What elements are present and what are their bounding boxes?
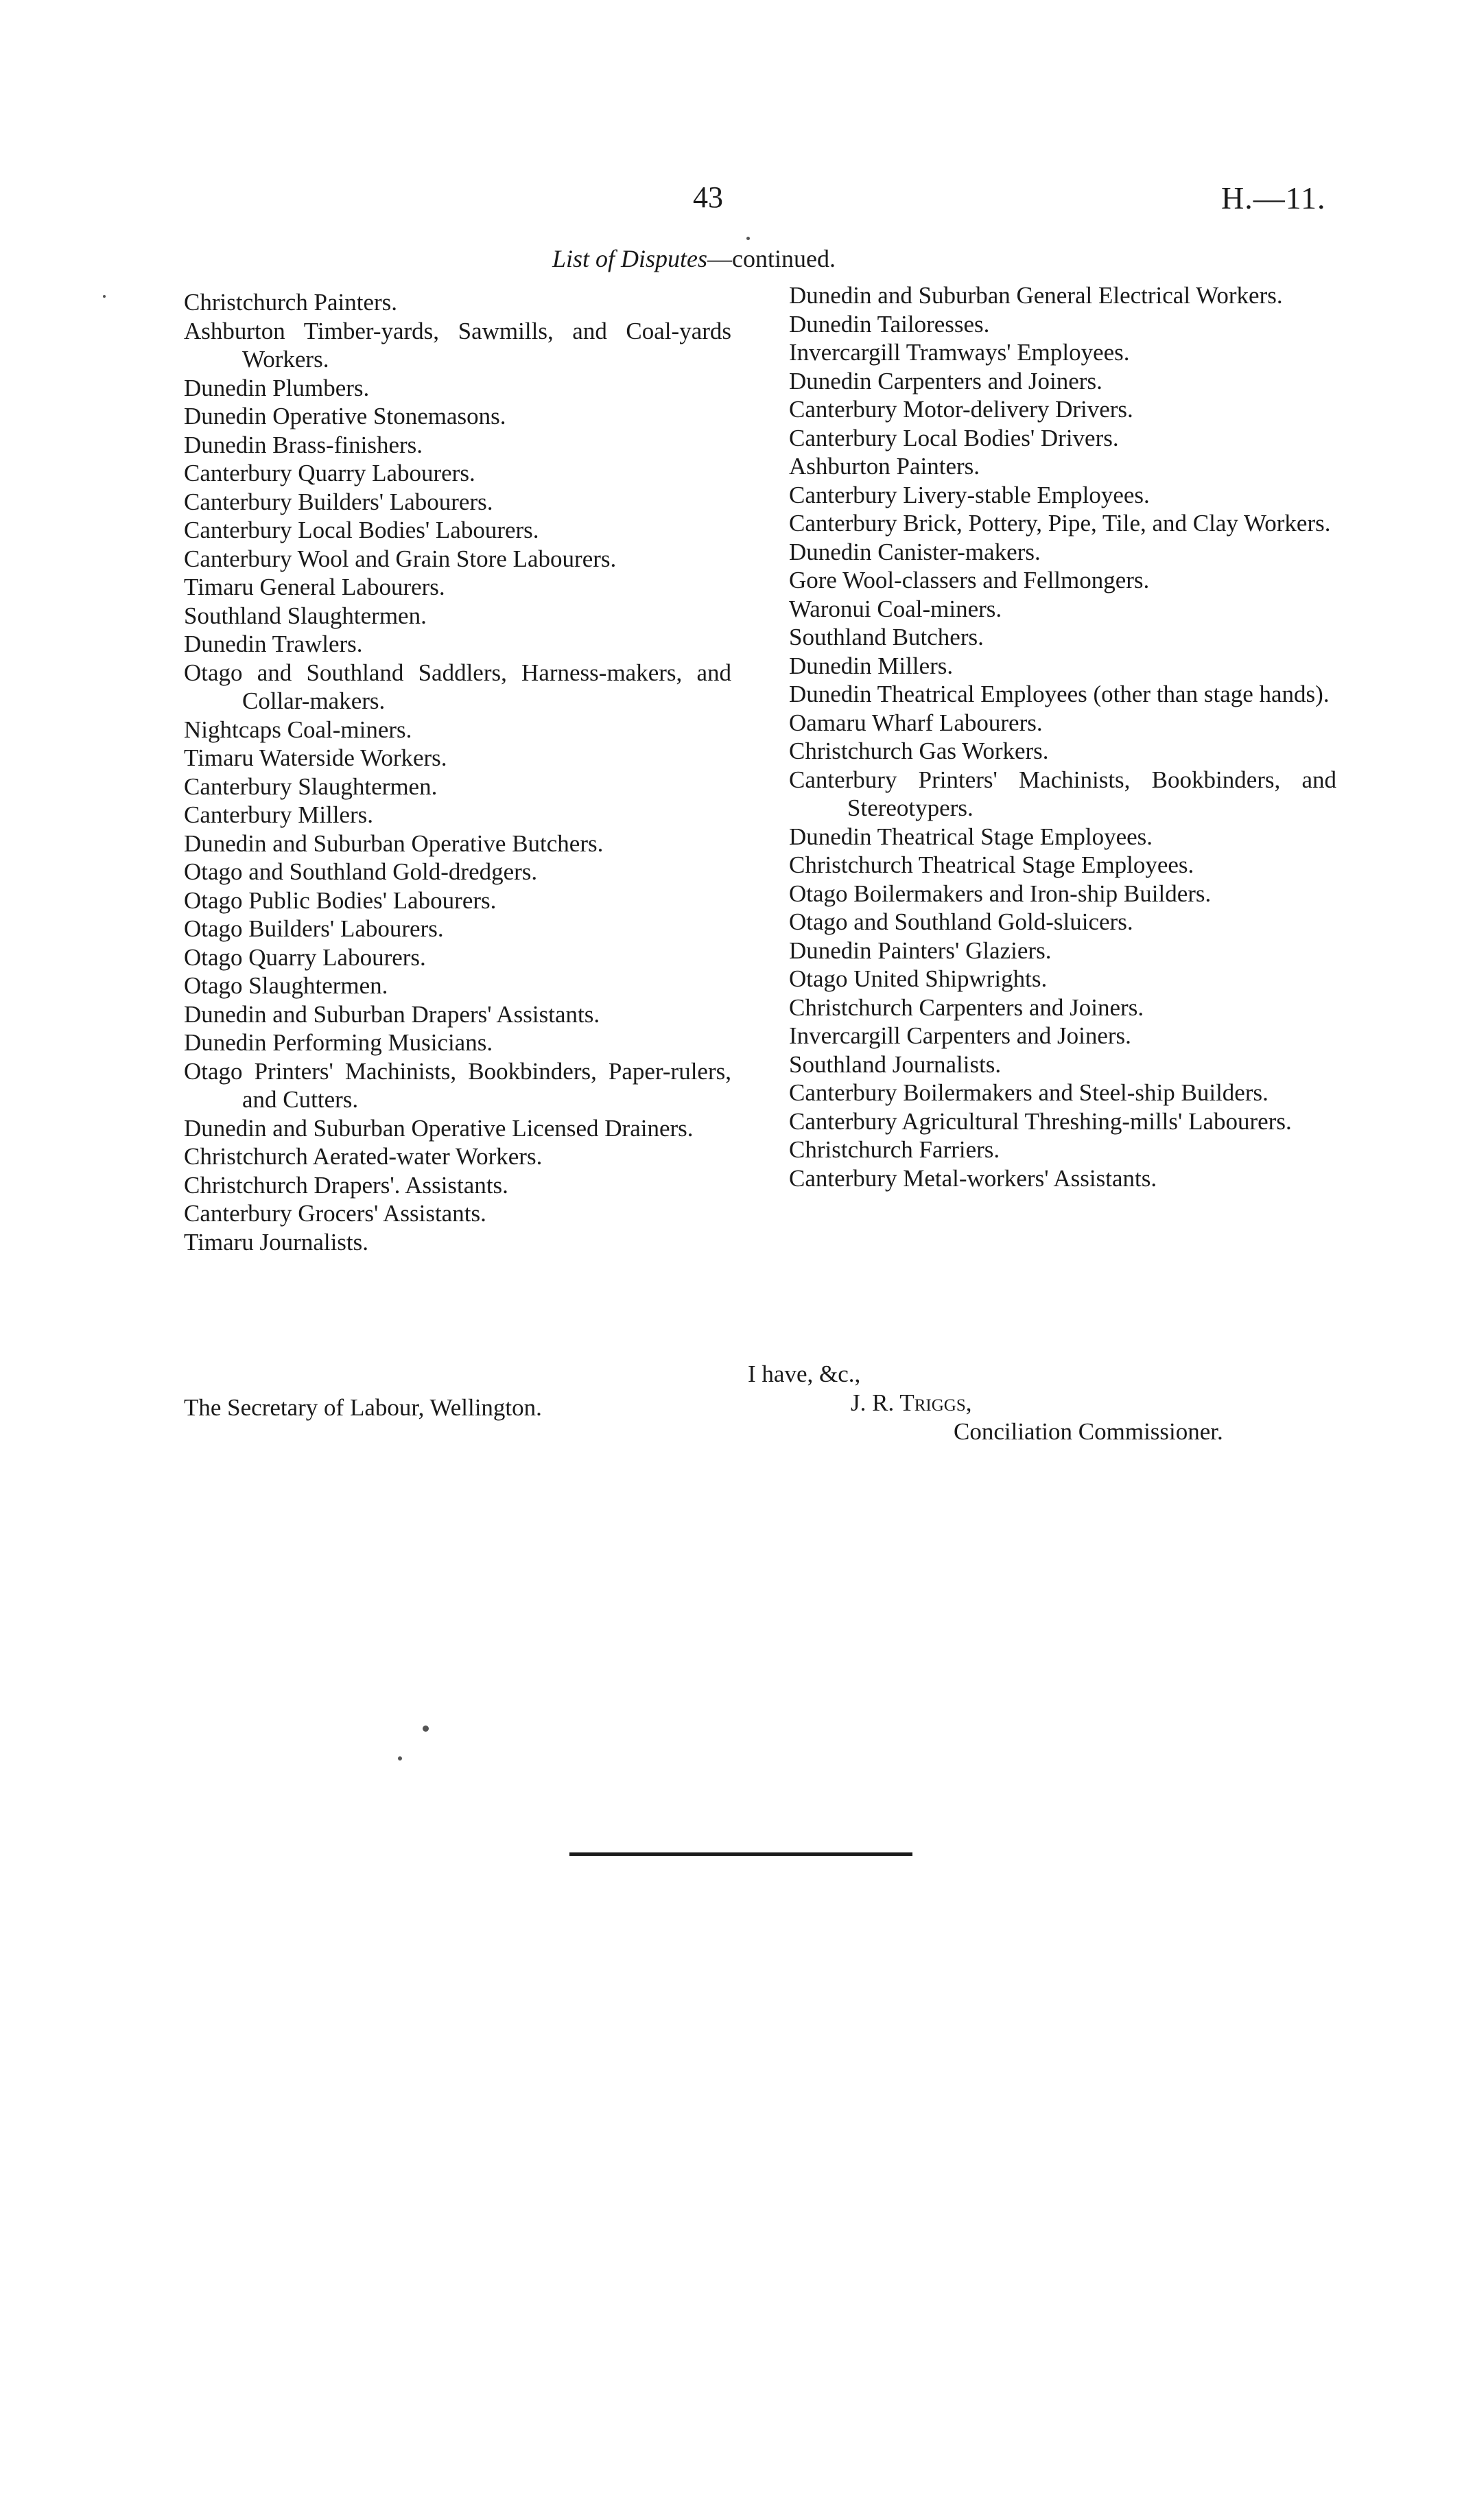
dispute-entry: Canterbury Local Bodies' Drivers. (789, 424, 1119, 451)
dispute-entry: Canterbury Motor-delivery Drivers. (789, 396, 1133, 423)
dispute-entry: Canterbury Local Bodies' Labourers. (184, 517, 539, 543)
dispute-entry: Dunedin Canister-makers. (789, 538, 1041, 565)
dispute-entry: Canterbury Metal-workers' Assistants. (789, 1164, 1157, 1192)
scan-speck (103, 295, 106, 298)
left-column-list (184, 288, 731, 1256)
dispute-entry: Christchurch Carpenters and Joiners. (789, 993, 1144, 1021)
dispute-entry: Canterbury Printers' Machinists, Bookbinders, and Stereotypers. (789, 766, 1336, 821)
dispute-entry: Christchurch Farriers. (789, 1136, 1000, 1163)
dispute-entry: Ashburton Timber-yards, Sawmills, and Coal-yards Workers. (184, 317, 731, 373)
dispute-entry: Dunedin Theatrical Stage Employees. (789, 823, 1153, 850)
scan-speck (746, 237, 750, 240)
dispute-entry: Waronui Coal-miners. (789, 595, 1002, 622)
dispute-entry: Canterbury Millers. (184, 801, 374, 828)
dispute-entry: Ashburton Painters. (789, 453, 980, 480)
dispute-entry: Christchurch Theatrical Stage Employees. (789, 851, 1194, 878)
dispute-entry: Otago Quarry Labourers. (184, 943, 426, 971)
page-number: 43 (693, 180, 723, 214)
dispute-entry: Otago and Southland Saddlers, Harness-makers, and Collar-makers. (184, 659, 731, 714)
dispute-entry: Timaru Journalists. (184, 1228, 369, 1256)
dispute-entry: Otago Public Bodies' Labourers. (184, 886, 497, 914)
signatory-title: Conciliation Commissioner. (954, 1418, 1223, 1445)
dispute-entry: Christchurch Painters. (184, 289, 398, 316)
dispute-entry: Canterbury Builders' Labourers. (184, 488, 493, 515)
dispute-entry: Dunedin and Suburban Operative Licensed Drainers. (184, 1114, 694, 1142)
heading-continued: —continued. (707, 245, 836, 272)
dispute-entry: Dunedin Millers. (789, 652, 954, 679)
dispute-entry: Nightcaps Coal-miners. (184, 716, 412, 743)
signatory: J. R. Triggs, (851, 1389, 972, 1416)
dispute-entry: Canterbury Quarry Labourers. (184, 460, 475, 486)
closing-rule (569, 1852, 912, 1856)
dispute-entry: Christchurch Gas Workers. (789, 738, 1049, 764)
dispute-entry: Dunedin and Suburban Operative Butchers. (184, 829, 604, 857)
dispute-entry: Christchurch Drapers'. Assistants. (184, 1171, 508, 1199)
dispute-entry: Dunedin Carpenters and Joiners. (789, 367, 1102, 395)
dispute-entry: Otago Printers' Machinists, Bookbinders, Paper-rulers, and Cutters. (184, 1057, 731, 1113)
dispute-entry: Canterbury Boilermakers and Steel-ship Builders. (789, 1079, 1268, 1106)
dispute-entry: Dunedin Plumbers. (184, 374, 370, 401)
dispute-entry: Timaru General Labourers. (184, 574, 445, 600)
dispute-entry: Dunedin Painters' Glaziers. (789, 937, 1052, 964)
document-reference: H.—11. (1221, 180, 1326, 215)
section-heading (552, 244, 836, 273)
dispute-entry: Otago Builders' Labourers. (184, 915, 444, 942)
dispute-entry: Otago Slaughtermen. (184, 972, 388, 999)
dispute-entry: Dunedin Operative Stonemasons. (184, 403, 506, 429)
closing-block (748, 1360, 1223, 1446)
dispute-entry: Canterbury Livery-stable Employees. (789, 481, 1150, 508)
dispute-entry: Invercargill Tramways' Employees. (789, 339, 1130, 366)
dispute-entry: Christchurch Aerated-water Workers. (184, 1143, 543, 1170)
dispute-entry: Dunedin Tailoresses. (789, 310, 990, 338)
dispute-entry: Dunedin Performing Musicians. (184, 1029, 493, 1056)
dispute-entry: Canterbury Slaughtermen. (184, 773, 438, 800)
dispute-entry: Dunedin and Suburban Drapers' Assistants. (184, 1000, 600, 1028)
dispute-entry: Dunedin Trawlers. (184, 631, 363, 657)
dispute-entry: Otago Boilermakers and Iron-ship Builders. (789, 880, 1212, 907)
dispute-entry: Canterbury Wool and Grain Store Labourers. (184, 545, 617, 572)
dispute-entry: Canterbury Brick, Pottery, Pipe, Tile, and Clay Workers. (789, 510, 1331, 537)
dispute-entry: Otago and Southland Gold-sluicers. (789, 908, 1133, 935)
dispute-entry: Timaru Waterside Workers. (184, 744, 447, 771)
heading-title: List of Disputes (552, 245, 708, 272)
dispute-entry: Otago United Shipwrights. (789, 965, 1048, 992)
dispute-entry: Canterbury Grocers' Assistants. (184, 1200, 486, 1227)
dispute-entry: Otago and Southland Gold-dredgers. (184, 858, 538, 885)
scan-speck (398, 1756, 402, 1761)
dispute-entry: Southland Slaughtermen. (184, 602, 427, 629)
dispute-entry: Southland Journalists. (789, 1050, 1002, 1078)
dispute-entry: Dunedin Brass-finishers. (184, 431, 423, 458)
dispute-entry: Dunedin and Suburban General Electrical Workers. (789, 282, 1283, 309)
dispute-entry: Canterbury Agricultural Threshing-mills' Labourers. (789, 1107, 1292, 1135)
addressee: The Secretary of Labour, Wellington. (184, 1394, 542, 1421)
scan-speck (423, 1726, 429, 1732)
right-column-list (789, 281, 1336, 1192)
dispute-entry: Dunedin Theatrical Employees (other than stage hands). (789, 681, 1330, 707)
dispute-entry: Gore Wool-classers and Fellmongers. (789, 567, 1150, 593)
dispute-entry: Oamaru Wharf Labourers. (789, 709, 1043, 736)
salutation: I have, &c., (748, 1361, 861, 1387)
dispute-entry: Invercargill Carpenters and Joiners. (789, 1022, 1131, 1049)
dispute-entry: Southland Butchers. (789, 624, 984, 650)
